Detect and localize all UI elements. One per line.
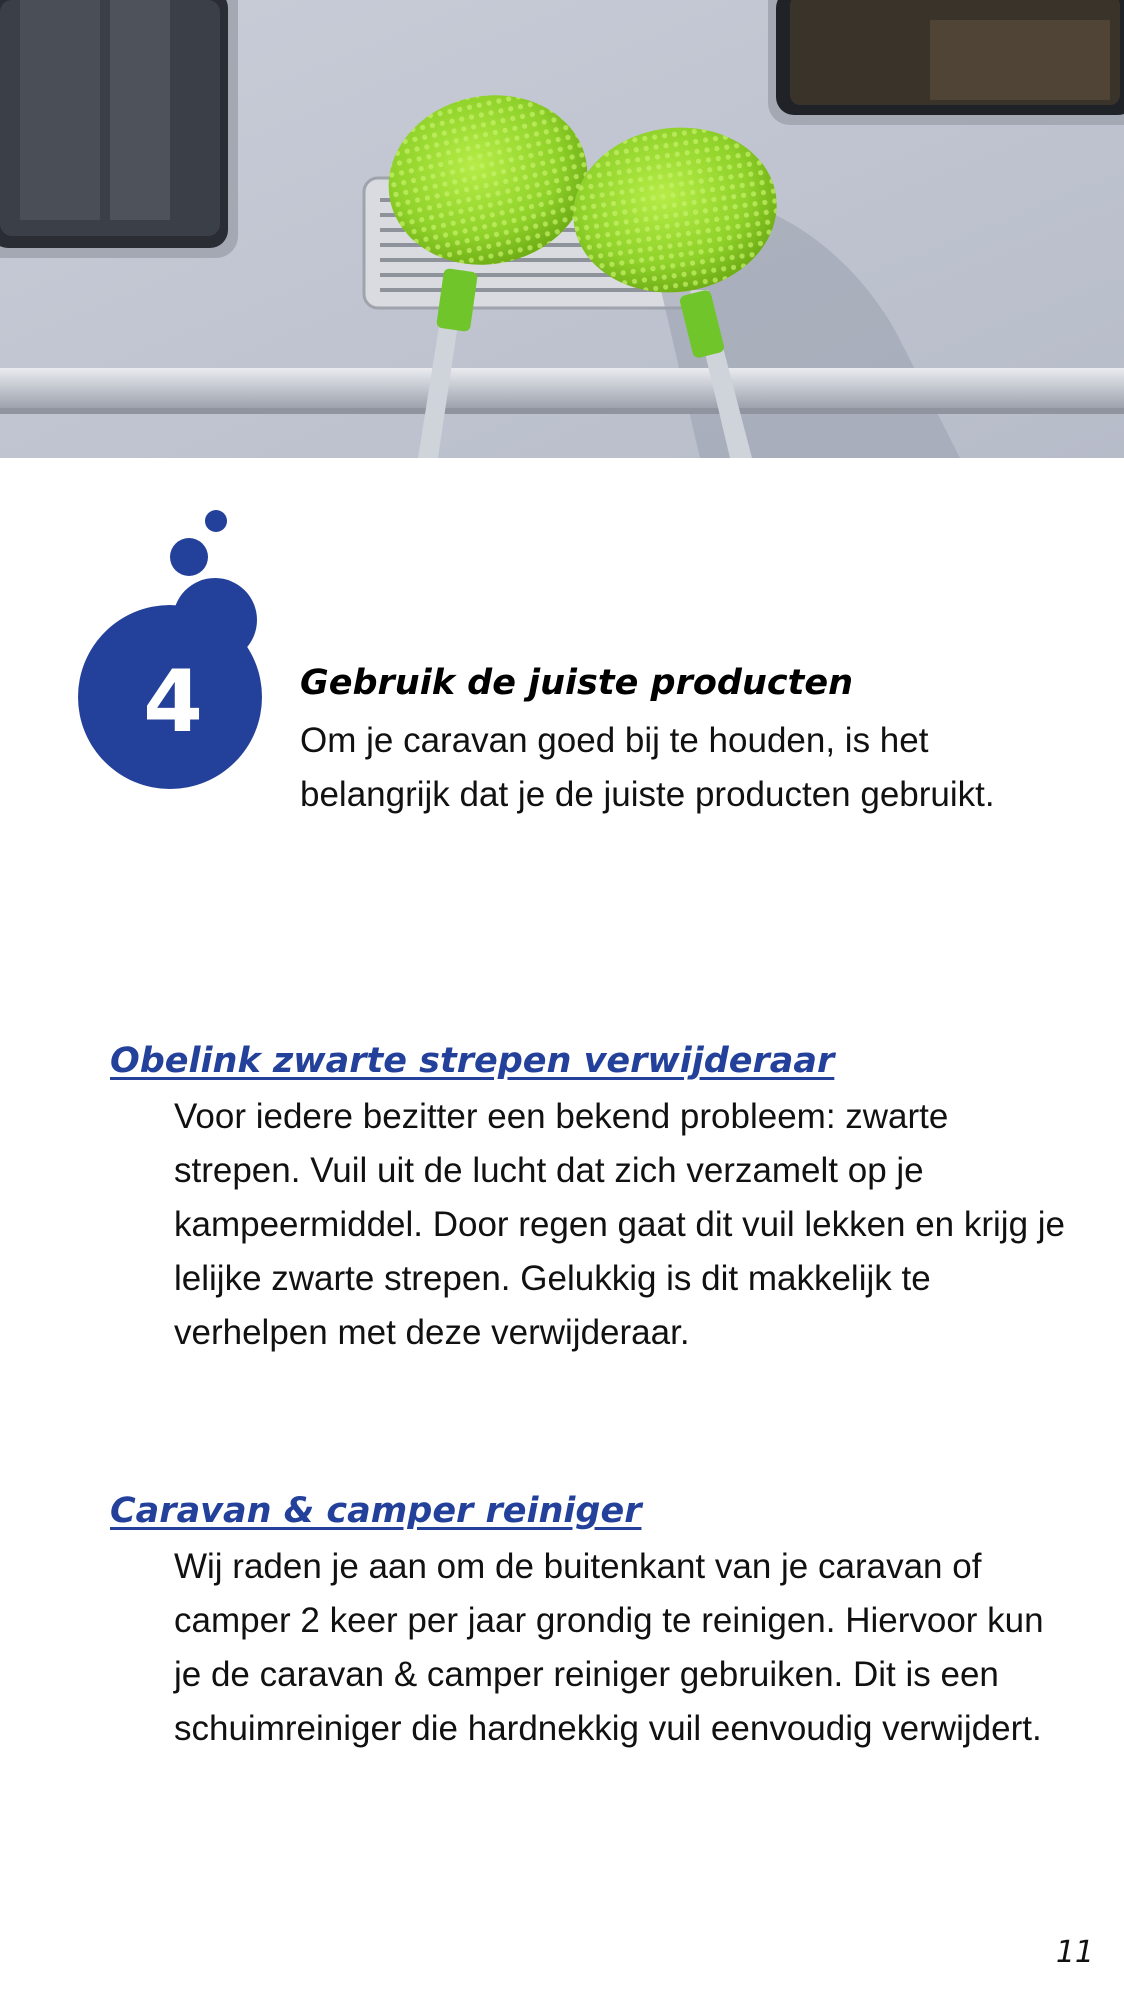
product-description: Voor iedere bezitter een bekend probleem: zwarte strepen. Vuil uit de lucht dat zich verzamelt op je kampeermiddel. Door regen gaat dit vuil lekken en krijg je lelijke zwarte strepen. Gelukkig is dit makkelijk te verhelpen met deze verwijderaar. xyxy=(174,1097,1066,1352)
product-link-zwarte-strepen[interactable]: Obelink zwarte strepen verwijderaar xyxy=(110,1041,835,1081)
step-number: 4 xyxy=(143,652,203,752)
product-description: Wij raden je aan om de buitenkant van je caravan of camper 2 keer per jaar grondig te reinigen. Hiervoor kun je de caravan & camper reiniger gebruiken. Dit is een schuimreiniger die hardnekkig vuil eenvoudig verwijdert. xyxy=(174,1547,1044,1748)
step-intro xyxy=(300,662,1060,822)
step-title: Gebruik de juiste producten xyxy=(300,663,853,703)
hero-photo xyxy=(0,0,1124,458)
product-section xyxy=(110,1040,1070,1360)
page-number: 11 xyxy=(1055,1935,1094,1970)
step-text: Om je caravan goed bij te houden, is het belangrijk dat je de juiste producten gebruikt. xyxy=(300,721,995,814)
product-link-reiniger[interactable]: Caravan & camper reiniger xyxy=(110,1491,642,1531)
product-section xyxy=(110,1490,1070,1756)
